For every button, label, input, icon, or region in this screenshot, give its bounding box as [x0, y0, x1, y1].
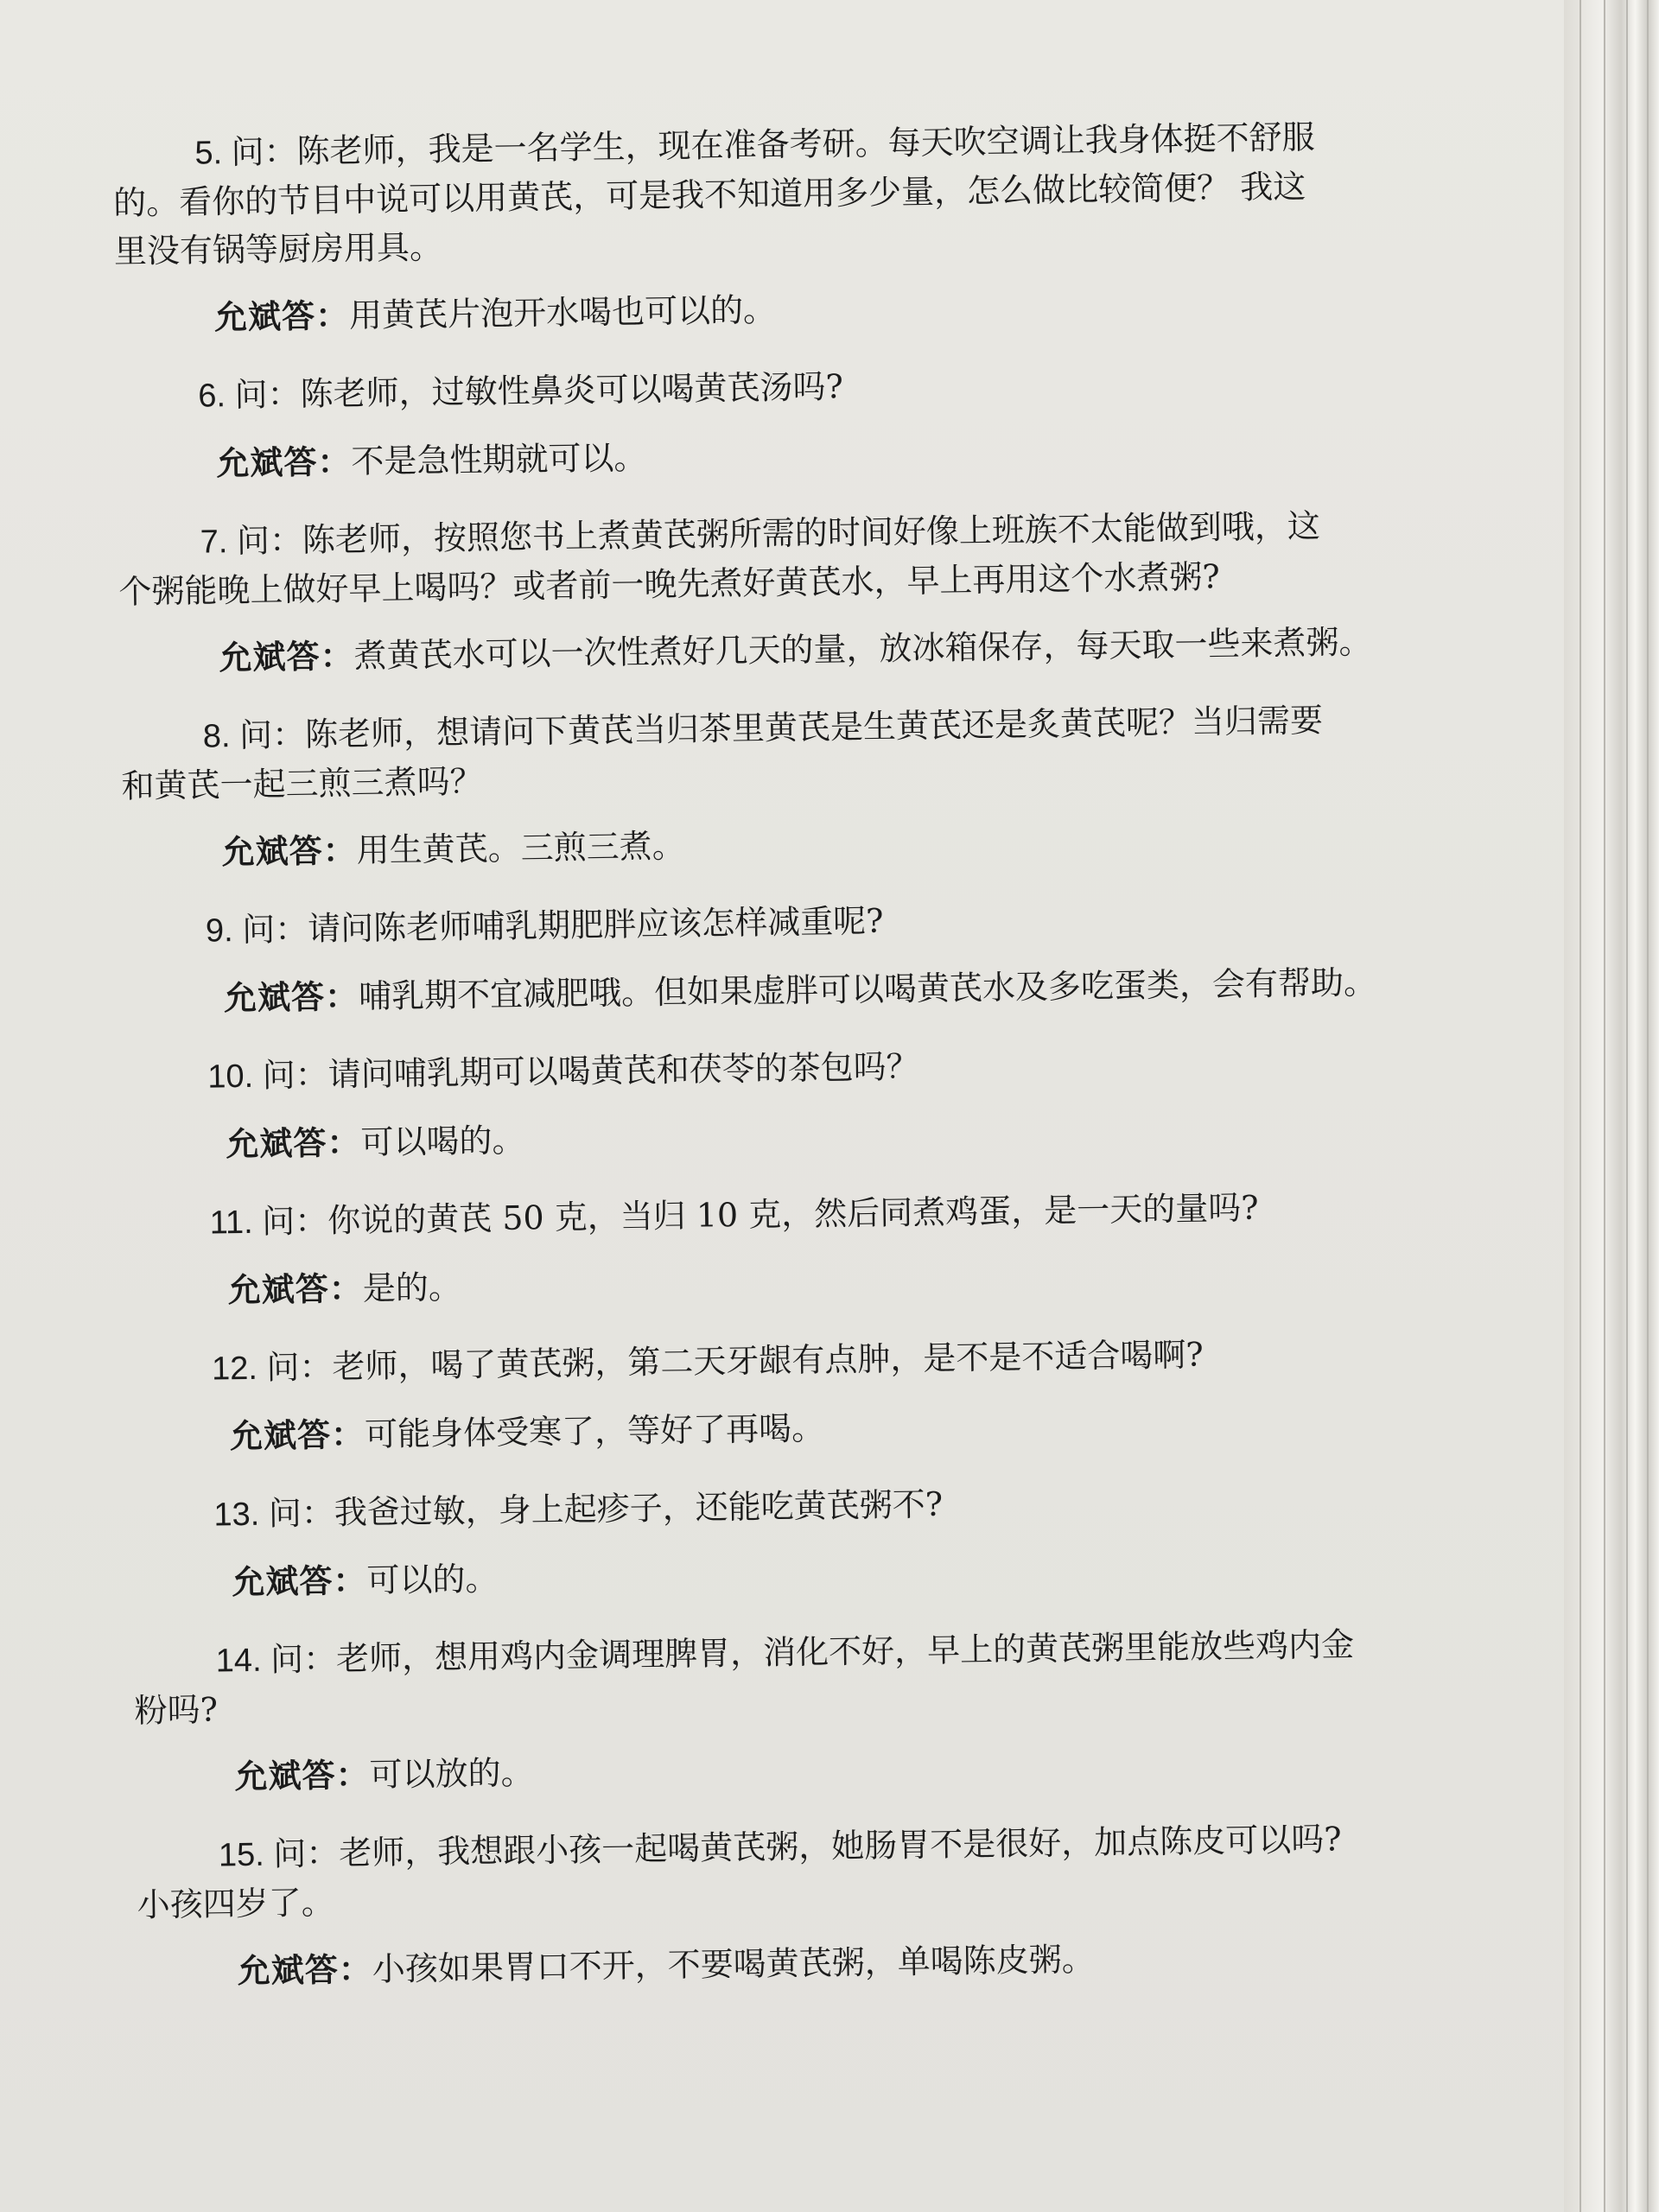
answer-line — [115, 276, 1464, 343]
answer-line — [137, 1929, 1486, 1997]
question-label: 13. 问： — [213, 1495, 335, 1534]
question-label: 6. 问： — [198, 376, 301, 415]
answer-label: 允斌答： — [234, 1756, 370, 1796]
answer-line — [135, 1735, 1484, 1802]
answer-line — [122, 810, 1471, 878]
answer-text: 是的。 — [362, 1268, 462, 1308]
answer-text: 用黄芪片泡开水喝也可以的。 — [348, 290, 777, 335]
answer-label: 允斌答： — [219, 637, 354, 677]
question-text: 请问陈老师哺乳期肥胖应该怎样减重呢? — [307, 901, 884, 948]
answer-text: 哺乳期不宜减肥哦。但如果虚胖可以喝黄芪水及多吃蛋类，会有帮助。 — [358, 963, 1377, 1016]
question-line — [131, 1472, 1480, 1541]
answer-text: 可以喝的。 — [360, 1121, 525, 1162]
question-text: 老师，我想跟小孩一起喝黄芪粥，她肠胃不是很好，加点陈皮可以吗? — [338, 1820, 1342, 1872]
answer-line — [126, 1103, 1475, 1170]
question-label: 5. 问： — [194, 134, 297, 172]
answer-line — [124, 957, 1473, 1024]
question-label: 15. 问： — [218, 1835, 340, 1874]
question-line — [124, 888, 1472, 957]
question-text: 陈老师，按照您书上煮黄芪粥所需的时间好像上班族不太能做到哦，这 — [302, 506, 1321, 559]
page-edge-line — [1580, 0, 1581, 2212]
qa-text-block — [112, 111, 1486, 1997]
answer-line — [132, 1541, 1481, 1608]
answer-text: 不是急性期就可以。 — [351, 438, 647, 481]
question-continuation: 里没有锅等厨房用具。 — [113, 227, 443, 270]
answer-line — [130, 1395, 1479, 1462]
answer-label: 允斌答： — [237, 1950, 373, 1991]
question-line — [125, 1034, 1474, 1103]
answer-text: 小孩如果胃口不开，不要喝黄芪粥，单喝陈皮粥。 — [372, 1940, 1096, 1989]
question-text: 你说的黄芪 50 克，当归 10 克，然后同煮鸡蛋，是一天的量吗? — [327, 1188, 1259, 1240]
answer-label: 允斌答： — [216, 442, 352, 483]
question-continuation: 的。看你的节目中说可以用黄芪，可是我不知道用多少量，怎么做比较简便？ 我这 — [112, 167, 1306, 222]
answer-label: 允斌答： — [221, 831, 357, 872]
question-line — [116, 353, 1465, 422]
page-edge-line — [1626, 0, 1628, 2212]
question-continuation: 粉吗? — [134, 1690, 219, 1730]
page-edge-line — [1604, 0, 1605, 2212]
question-label: 14. 问： — [215, 1641, 337, 1680]
answer-label: 允斌答： — [223, 977, 359, 1018]
page-edge-stack — [1564, 0, 1659, 2212]
question-text: 陈老师，我是一名学生，现在准备考研。每天吹空调让我身体挺不舒服 — [296, 118, 1315, 171]
question-text: 请问哺乳期可以喝黄芪和茯苓的茶包吗？ — [327, 1047, 919, 1094]
page-edge-line — [1647, 0, 1649, 2212]
question-label: 9. 问： — [205, 911, 308, 950]
question-text: 陈老师，过敏性鼻炎可以喝黄芪汤吗? — [300, 367, 844, 413]
question-continuation: 个粥能晚上做好早上喝吗？或者前一晚先煮好黄芪水，早上再用这个水煮粥? — [118, 557, 1221, 611]
question-continuation: 和黄芪一起三煎三煮吗？ — [121, 762, 483, 805]
answer-label: 允斌答： — [227, 1269, 364, 1310]
question-label: 7. 问： — [200, 522, 303, 561]
answer-line — [117, 422, 1465, 489]
answer-text: 煮黄芪水可以一次性煮好几天的量，放冰箱保存，每天取一些来煮粥。 — [353, 622, 1372, 676]
question-label: 12. 问： — [211, 1349, 333, 1388]
answer-line — [128, 1249, 1477, 1316]
question-label: 11. 问： — [209, 1203, 328, 1242]
answer-label: 允斌答： — [226, 1123, 361, 1164]
answer-text: 用生黄芪。三煎三煮。 — [356, 826, 685, 870]
question-continuation: 小孩四岁了。 — [137, 1883, 334, 1924]
answer-line — [119, 616, 1468, 683]
answer-text: 可能身体受寒了，等好了再喝。 — [364, 1408, 825, 1454]
question-label: 10. 问： — [207, 1057, 328, 1096]
answer-label: 允斌答： — [213, 296, 350, 337]
question-line — [127, 1180, 1476, 1249]
question-line — [130, 1326, 1478, 1395]
answer-label: 允斌答： — [232, 1561, 367, 1602]
question-label: 8. 问： — [202, 716, 306, 755]
question-text: 老师，想用鸡内金调理脾胃，消化不好，早上的黄芪粥里能放些鸡内金 — [335, 1625, 1355, 1678]
answer-text: 可以的。 — [366, 1559, 499, 1600]
answer-text: 可以放的。 — [369, 1753, 534, 1795]
question-text: 老师，喝了黄芪粥，第二天牙龈有点肿，是不是不适合喝啊? — [332, 1335, 1205, 1386]
answer-label: 允斌答： — [229, 1415, 365, 1456]
question-text: 陈老师，想请问下黄芪当归茶里黄芪是生黄芪还是炙黄芪呢？当归需要 — [304, 701, 1324, 753]
question-text: 我爸过敏，身上起疹子，还能吃黄芪粥不? — [334, 1484, 944, 1532]
